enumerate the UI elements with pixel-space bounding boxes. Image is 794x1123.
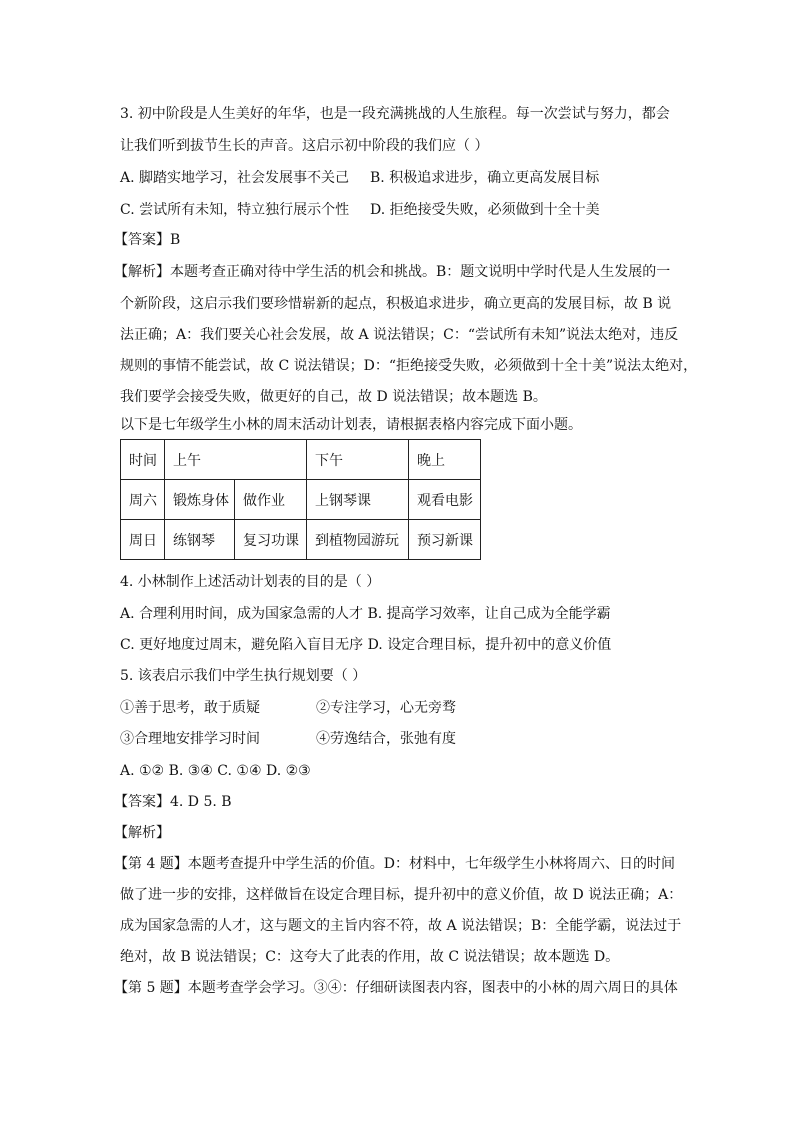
table-cell: 做作业 xyxy=(235,480,307,520)
table-cell: 预习新课 xyxy=(409,520,481,560)
weekend-plan-table xyxy=(120,439,481,560)
q5-stem: 5. 该表启示我们中学生执行规划要（ ） xyxy=(120,668,367,684)
q4-options-cd: C. 更好地度过周末，避免陷入盲目无序 D. 设定合理目标，提升初中的意义价值 xyxy=(120,637,612,653)
q3-stem-line-2: 让我们听到拔节生长的声音。这启示初中阶段的我们应（ ） xyxy=(120,138,489,154)
q3-analysis-line-3: 法正确；A：我们要关心社会发展，故 A 说法错误；C：“尝试所有未知”说法太绝对，违反 xyxy=(120,327,679,343)
q3-option-c: C. 尝试所有未知，特立独行展示个性 xyxy=(120,202,350,218)
q3-analysis-line-4: 规则的事情不能尝试，故 C 说法错误；D：“拒绝接受失败，必须做到十全十美”说法太绝对， xyxy=(120,358,698,374)
table-row xyxy=(121,480,481,520)
table-cell: 周日 xyxy=(121,520,165,560)
q3-option-b: B. 积极追求进步，确立更高发展目标 xyxy=(370,170,600,186)
table-intro: 以下是七年级学生小林的周末活动计划表，请根据表格内容完成下面小题。 xyxy=(120,417,582,433)
q4-analysis-line-3: 成为国家急需的人才，这与题文的主旨内容不符，故 A 说法错误；B：全能学霸，说法过于 xyxy=(120,918,682,934)
table-cell: 周六 xyxy=(121,480,165,520)
table-header-cell: 晚上 xyxy=(409,440,481,480)
q5-statement-4: ④劳逸结合，张弛有度 xyxy=(316,731,456,747)
q5-statement-3: ③合理地安排学习时间 xyxy=(120,731,260,747)
table-header-row xyxy=(121,440,481,480)
q4-options-ab: A. 合理利用时间，成为国家急需的人才 B. 提高学习效率，让自己成为全能学霸 xyxy=(120,606,611,622)
q3-analysis-line-5: 我们要学会接受失败，做更好的自己，故 D 说法错误；故本题选 B。 xyxy=(120,389,547,405)
q3-stem-line-1: 3. 初中阶段是人生美好的年华，也是一段充满挑战的人生旅程。每一次尝试与努力，都会 xyxy=(120,106,670,122)
q4-analysis-line-4: 绝对，故 B 说法错误；C：这夸大了此表的作用，故 C 说法错误；故本题选 D。 xyxy=(120,949,620,965)
q3-option-d: D. 拒绝接受失败，必须做到十全十美 xyxy=(370,202,600,218)
q4-analysis-line-2: 做了进一步的安排，这样做旨在设定合理目标，提升初中的意义价值，故 D 说法正确；A： xyxy=(120,887,683,903)
q3-option-a: A. 脚踏实地学习，社会发展事不关己 xyxy=(120,170,350,186)
q4-analysis-line-1: 【第 4 题】本题考查提升中学生活的价值。D：材料中，七年级学生小林将周六、日的时间 xyxy=(114,856,676,872)
table-cell: 复习功课 xyxy=(235,520,307,560)
q5-statement-1: ①善于思考，敢于质疑 xyxy=(120,700,260,716)
table-cell: 练钢琴 xyxy=(165,520,235,560)
q4-stem: 4. 小林制作上述活动计划表的目的是（ ） xyxy=(120,574,381,590)
q5-statement-2: ②专注学习，心无旁骛 xyxy=(316,700,456,716)
table-cell: 观看电影 xyxy=(409,480,481,520)
q3-answer: 【答案】B xyxy=(114,232,181,248)
q5-analysis-line-1: 【第 5 题】本题考查学会学习。③④：仔细研读图表内容，图表中的小林的周六周日的具体 xyxy=(114,980,678,996)
table-cell: 上钢琴课 xyxy=(307,480,409,520)
table-row xyxy=(121,520,481,560)
q5-options: A. ①② B. ③④ C. ①④ D. ②③ xyxy=(120,763,311,779)
q45-analysis-label: 【解析】 xyxy=(114,825,170,841)
table-header-cell: 时间 xyxy=(121,440,165,480)
q3-analysis-line-1: 【解析】本题考查正确对待中学生活的机会和挑战。B：题文说明中学时代是人生发展的一 xyxy=(114,264,671,280)
table-header-cell: 上午 xyxy=(165,440,307,480)
table-header-cell: 下午 xyxy=(307,440,409,480)
table-cell: 锻炼身体 xyxy=(165,480,235,520)
q45-answer: 【答案】4. D 5. B xyxy=(114,794,232,810)
table-cell: 到植物园游玩 xyxy=(307,520,409,560)
q3-analysis-line-2: 个新阶段，这启示我们要珍惜崭新的起点，积极追求进步，确立更高的发展目标，故 B 说 xyxy=(120,296,672,312)
